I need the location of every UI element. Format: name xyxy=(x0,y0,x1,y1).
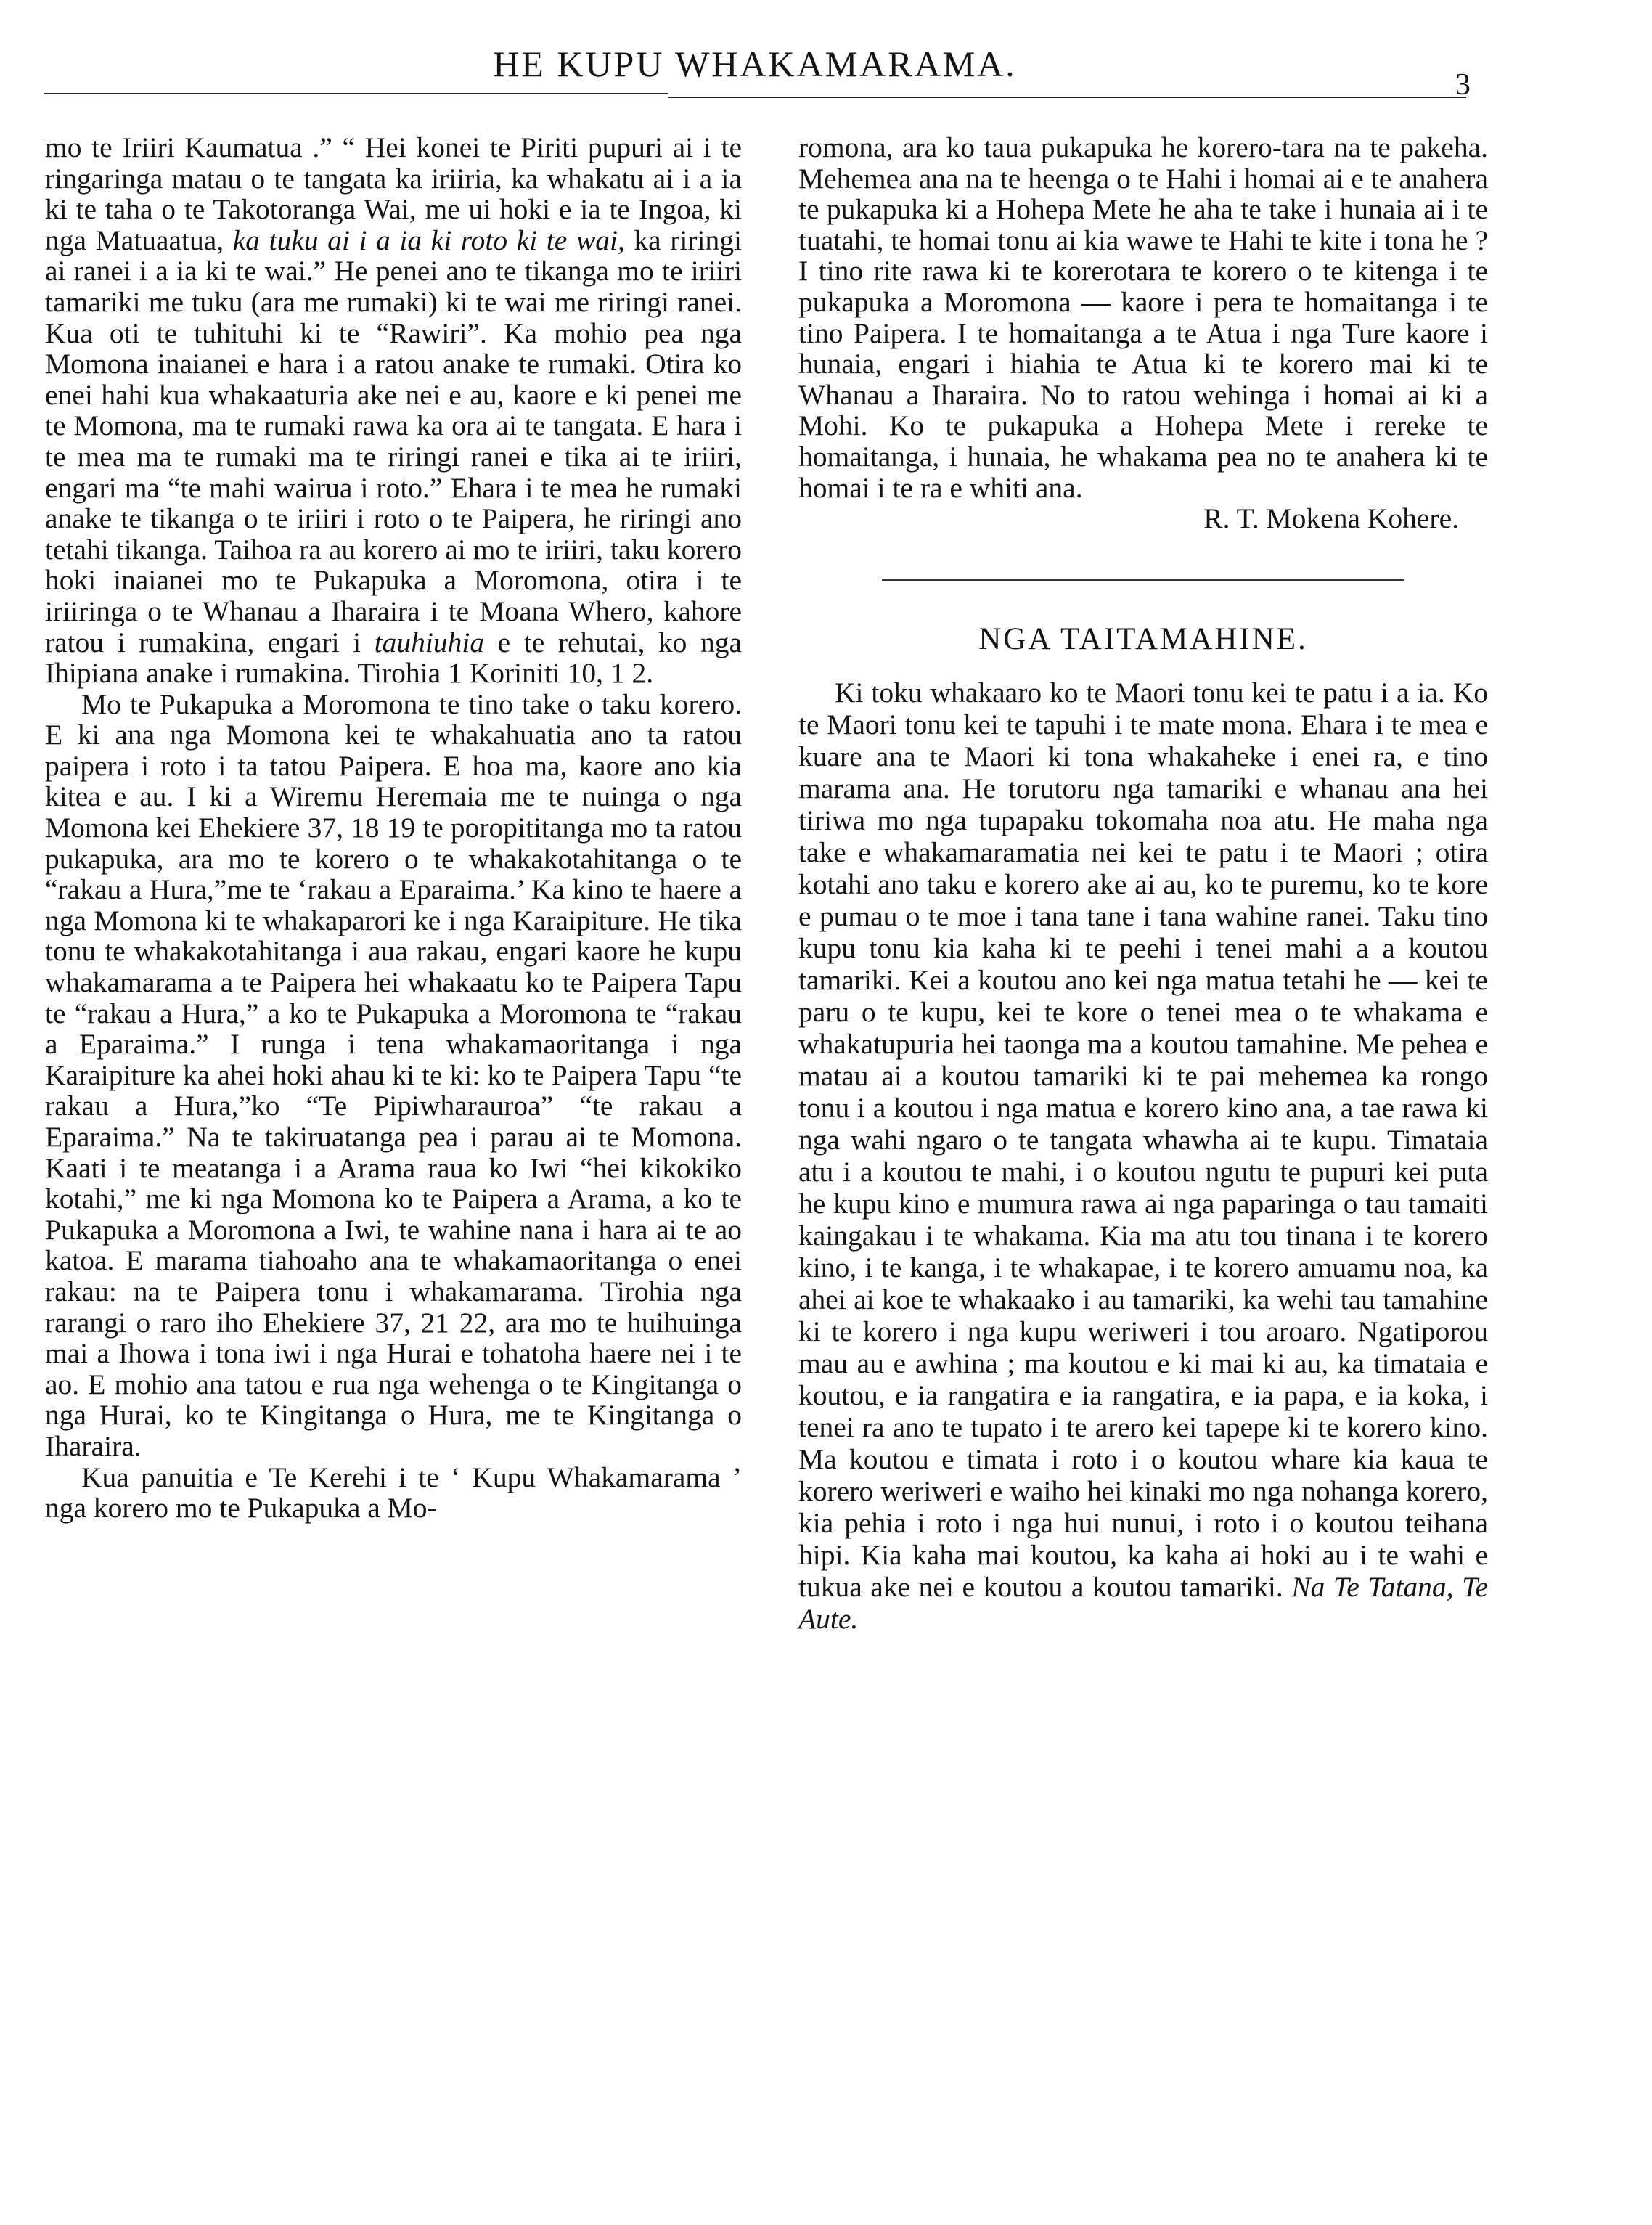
paragraph: Mo te Pukapuka a Moromona te tino take o taku korero. E ki ana nga Momona kei te whakahuatia ano ta ratou paipera i roto i ta tatou Paipera. E hoa ma, kaore ano kia kitea e au. I ki a Wiremu Heremaia me te nuinga o nga Momona kei Ehekiere 37, 18 19 te poropititanga mo ta ratou pukapuka, ara mo te korero o te whakakotahitanga o te “rakau a Hura,”me te ‘rakau a Eparaima.’ Ka kino te haere a nga Momona ki te whakaparori ke i nga Karaipiture. He tika tonu te whakakotahitanga i aua rakau, engari kaore he kupu whakamarama a te Paipera hei whakaatu ko te Paipera Tapu te “rakau a Hura,” a ko te Pukapuka a Moromona te “rakau a Eparaima.” I runga i tena whakamaoritanga i nga Karaipiture ka ahei hoki ahau ki te ki: ko te Paipera Tapu “te rakau a Hura,”ko “Te Pipiwharauroa” “te rakau a Eparaima.” Na te takiruatanga pea i parau ai te Momona. Kaati i te meatanga i a Arama raua ko Iwi “hei kikokiko kotahi,” me ki nga Momona ko te Paipera a Arama, a ko te Pukapuka a Moromona a Iwi, te wahine nana i hara ai te ao katoa. E marama tiahoaho ana te whakamaoritanga o enei rakau: na te Paipera tonu i whakamarama. Tirohia nga rarangi o raro iho Ehekiere 37, 21 22, ara mo te huihuinga mai a Ihowa i tona iwi i nga Hurai e tohatoha haere nei i te ao. E mohio ana tatou e rua nga wehenga o te Kingitanga o nga Hurai, ko te Kingitanga o Hura, me te Kingitanga o Iharaira. xyxy=(45,687,742,1462)
left-column xyxy=(45,132,742,1524)
section-title: NGA TAITAMAHINE. xyxy=(978,621,1308,656)
text-run: Ki toku whakaaro ko te Maori tonu kei te patu i a ia. Ko te Maori tonu kei te tapuhi i te mate mona. Ehara i te mea e kuare ana te Maori ki tona whakaheke i enei ra, e tino marama ana. He torutoru nga tamariki e whanau ana hei tiriwa mo nga tupapaku tokomaha noa atu. He maha nga take e whakamaramatia nei kei te patu i te Maori ; otira kotahi ano taku e korero ake ai au, ko te puremu, ko te kore e pumau o te moe i tana tane i tana wahine ranei. Taku tino kupu tonu kia kaha ki te peehi i tenei mahi a a koutou tamariki. Kei a koutou ano kei nga matua tetahi he — kei te paru o te kupu, kei te kore o tenei mea o te whakama e whakatupuria hei taonga ma a koutou tamahine. Me pehea e matau ai a koutou tamariki ki te pai mehemea ka rongo tonu i a koutou i nga matua e korero kino ana, a tae rawa ki nga wahi ngaro o te tangata whawha ai te kupu. Timataia atu i a koutou te mahi, i o koutou ngutu te pupuri kei puta he kupu kino e mumura rawa ai nga paparinga o tau tamaiti kaingakau i te whakama. Kia ma atu tou tinana i te korero kino, i te kanga, i te whakapae, i te korero amuamu noa, ka ahei ai koe te whakaako i au tamariki, ka wehi tau tamahine ki te korero i nga kupu weriweri i tou aroaro. Ngatiporou mau au e awhina ; ma koutou e ki mai ki au, ka timataia e koutou, e ia rangatira e ia rangatira, e ia papa, e ia koka, i tenei ra ano te tupato i te arero kei tapepe ki te korero kino. Ma koutou e timata i roto i o koutou whare kia kaua te korero weriweri e waiho hei kinaki mo nga nohanga korero, kia pehia i roto i nga hui nunui, i roto i o koutou teihana hipi. Kia kaha mai koutou, ka kaha ai hoki au i te wahi e tukua ake nei e koutou a koutou tamariki. xyxy=(798,676,1488,1603)
header-rule-right xyxy=(668,97,1466,98)
running-title: HE KUPU WHAKAMARAMA. xyxy=(493,44,1017,84)
page-header xyxy=(44,29,1471,102)
page-number: 3 xyxy=(1455,68,1471,102)
right-column xyxy=(798,132,1488,1635)
section-divider xyxy=(882,579,1404,581)
paragraph: romona, ara ko taua pukapuka he korero-tara na te pakeha. Mehemea ana na te heenga o te Hahi i homai ai e te anahera te pukapuka ki a Hohepa Mete he aha te take i hunaia ai i te tuatahi, te homai tonu ai kia wawe te Hahi te kite i tona he ? I tino rite rawa ki te korerotara te korero o te kitenga i te pukapuka a Moromona — kaore i pera te homaitanga i te tino Paipera. I te homaitanga a te Atua i nga Ture kaore i hunaia, engari i hiahia te Atua ki te korero mai ki te Whanau a Iharaira. No to ratou wehinga i homai ai ki a Mohi. Ko te pukapuka a Hohepa Mete i rereke te homaitanga, i hunaia, he whakama pea no te anahera ki te homai i te ra e whiti ana. xyxy=(798,131,1488,504)
paragraph xyxy=(798,677,1488,1635)
text-run: ka riringi ai ranei i a ia ki te wai.” He penei ano te tikanga mo te iriiri tamariki me tuku (ara me rumaki) ki te wai me riringi ranei. Kua oti te tuhituhi ki te “Rawiri”. Ka mohio pea nga Momona inaianei e hara i a ratou anake te rumaki. Otira ko enei hahi kua whakaaturia ake nei e au, kaore e ki penei me te Momona, ma te rumaki rawa ka ora ai te tangata. E hara i te mea ma te rumaki ma te riringi ranei e tika ai te iriiri, engari ma “te mahi wairua i roto.” Ehara i te mea he rumaki anake te tikanga o te iriiri i roto o te Paipera, he riringi ano tetahi tikanga. Taihoa ra au korero ai mo te iriiri, taku korero hoki inaianei mo te Pukapuka a Moromona, otira i te iriiringa o te Whanau a Iharaira i te Moana Whero, kahore ratou i rumakina, engari i xyxy=(45,224,743,658)
author-signature: R. T. Mokena Kohere. xyxy=(1203,502,1459,535)
paragraph: Kua panuitia e Te Kerehi i te ‘ Kupu Whakamarama ’ nga korero mo te Pukapuka a Mo- xyxy=(45,1461,742,1524)
text-run: e te rehutai, ko nga Ihipiana anake i rumakina. Tirohia 1 Koriniti 10, 1 2. xyxy=(45,626,743,690)
italic-text: tauhiuhia xyxy=(374,626,485,658)
paragraph xyxy=(45,132,742,689)
text-run: mo te Iriiri Kaumatua .” “ Hei konei te Piriti pupuri ai i te ringaringa matau o te tangata ka iriiria, ka whakatu ai i a ia ki te taha o te Takotoranga Wai, me ui hoki e ia te Ingoa, ki nga Matuaatua, xyxy=(45,131,742,256)
header-rule-left xyxy=(44,93,668,94)
italic-text: ka tuku ai i a ia ki roto ki te wai, xyxy=(232,224,625,256)
signoff: Na Te Tatana, Te Aute. xyxy=(798,1570,1488,1635)
